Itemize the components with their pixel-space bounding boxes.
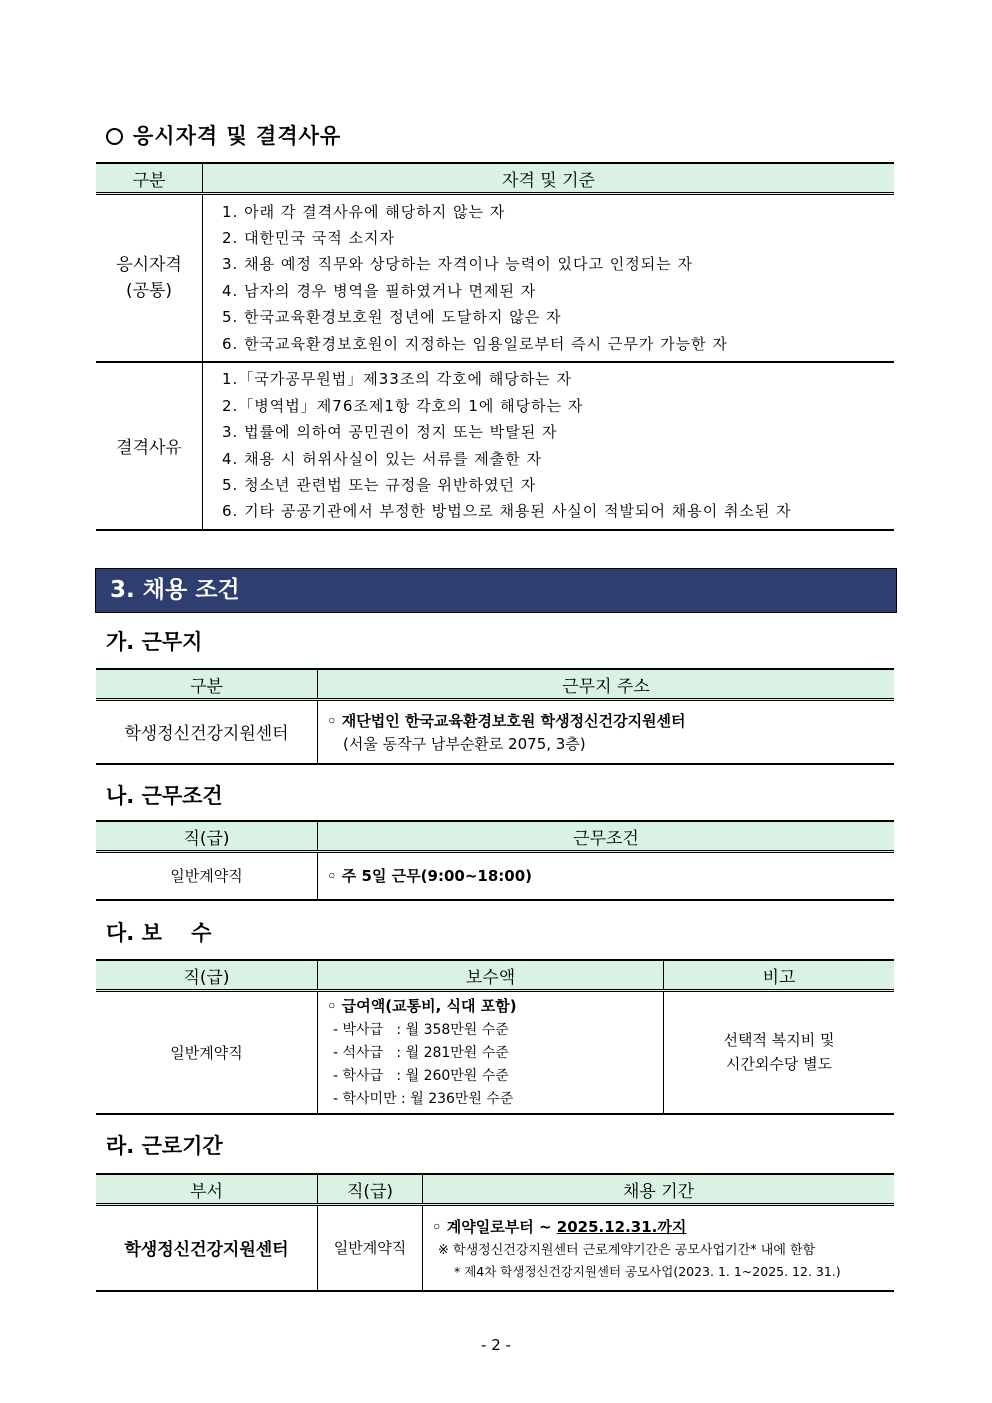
col-header-criteria: 자격 및 기준	[203, 163, 895, 194]
col-header-position: 직(급)	[318, 1174, 423, 1205]
qualifications-table	[96, 162, 894, 531]
page-number: - 2 -	[481, 1336, 511, 1354]
salary-title: ◦ 급여액(교통비, 식대 포함)	[327, 997, 517, 1016]
circle-bullet-icon	[106, 128, 123, 145]
salary-line: - 석사급 : 월 281만원 수준	[333, 1045, 509, 1062]
salary-remarks	[664, 991, 895, 1114]
period-detail	[423, 1205, 895, 1291]
section-3-banner: 3. 채용 조건	[95, 568, 897, 613]
col-header-category: 구분	[96, 163, 203, 194]
workplace-name: 학생정신건강지원센터	[96, 700, 318, 764]
salary-table	[96, 959, 894, 1115]
col-header-position: 직(급)	[96, 821, 318, 852]
list-item: 4. 남자의 경우 병역을 필하였거나 면제된 자	[222, 281, 537, 300]
list-item: 4. 채용 시 허위사실이 있는 서류를 제출한 자	[222, 449, 543, 468]
list-item: 6. 한국교육환경보호원이 지정하는 임용일로부터 즉시 근무가 가능한 자	[222, 334, 728, 353]
period-main-prefix: ◦ 계약일로부터 ~	[432, 1217, 557, 1236]
workplace-heading: 가. 근무지	[106, 630, 203, 654]
period-note-2: * 제4차 학생정신건강지원센터 공모사업(2023. 1. 1~2025. 12. 31.)	[454, 1263, 841, 1279]
eligibility-items	[203, 194, 895, 362]
salary-detail	[318, 991, 664, 1114]
list-item: 3. 채용 예정 직무와 상당하는 자격이나 능력이 있다고 인정되는 자	[222, 255, 693, 274]
remark-line-1: 선택적 복지비 및	[723, 1031, 835, 1050]
conditions-position: 일반계약직	[96, 852, 318, 900]
salary-line: - 학사급 : 월 260만원 수준	[333, 1068, 509, 1085]
workplace-address	[318, 700, 895, 764]
category-disqualification: 결격사유	[96, 362, 203, 530]
period-end-date: 2025.12.31.까지	[556, 1217, 687, 1236]
list-item: 5. 청소년 관련법 또는 규정을 위반하였던 자	[222, 475, 537, 494]
col-header-period: 채용 기간	[423, 1174, 895, 1205]
list-item: 2.「병역법」제76조제1항 각호의 1에 해당하는 자	[222, 396, 584, 415]
conditions-detail: ◦ 주 5일 근무(9:00~18:00)	[318, 852, 895, 900]
period-dept: 학생정신건강지원센터	[96, 1205, 318, 1291]
remark-line-2: 시간외수당 별도	[725, 1055, 833, 1074]
period-table	[96, 1173, 894, 1292]
col-header-salary: 보수액	[318, 960, 664, 991]
category-eligibility: 응시자격 (공통)	[96, 194, 203, 362]
col-header-dept: 부서	[96, 1174, 318, 1205]
list-item: 1.「국가공무원법」제33조의 각호에 해당하는 자	[222, 370, 573, 389]
conditions-heading: 나. 근무조건	[106, 784, 223, 808]
workplace-table	[96, 668, 894, 765]
conditions-table	[96, 820, 894, 901]
disqualification-items	[203, 362, 895, 530]
list-item: 5. 한국교육환경보호원 정년에 도달하지 않은 자	[222, 308, 562, 327]
address-line-1: ◦ 재단법인 한국교육환경보호원 학생정신건강지원센터	[327, 711, 686, 730]
salary-heading: 다. 보 수	[106, 921, 212, 945]
col-header-position: 직(급)	[96, 960, 318, 991]
col-header-category: 구분	[96, 669, 318, 700]
col-header-address: 근무지 주소	[318, 669, 895, 700]
list-item: 1. 아래 각 결격사유에 해당하지 않는 자	[222, 202, 506, 221]
list-item: 6. 기타 공공기관에서 부정한 방법으로 채용된 사실이 적발되어 채용이 취소된 자	[222, 502, 792, 521]
period-heading: 라. 근로기간	[106, 1134, 223, 1158]
address-line-2: (서울 동작구 남부순환로 2075, 3층)	[343, 734, 586, 753]
list-item: 3. 법률에 의하여 공민권이 정지 또는 박탈된 자	[222, 423, 558, 442]
list-item: 2. 대한민국 국적 소지자	[222, 228, 396, 247]
col-header-remarks: 비고	[664, 960, 895, 991]
period-position: 일반계약직	[318, 1205, 423, 1291]
col-header-conditions: 근무조건	[318, 821, 895, 852]
salary-line: - 학사미만 : 월 236만원 수준	[333, 1091, 514, 1108]
period-note-1: ※ 학생정신건강지원센터 근로계약기간은 공모사업기간* 내에 한함	[438, 1242, 816, 1258]
qualifications-heading: 응시자격 및 결격사유	[106, 120, 341, 150]
salary-position: 일반계약직	[96, 991, 318, 1114]
period-main	[432, 1214, 894, 1240]
salary-line: - 박사급 : 월 358만원 수준	[333, 1022, 509, 1039]
